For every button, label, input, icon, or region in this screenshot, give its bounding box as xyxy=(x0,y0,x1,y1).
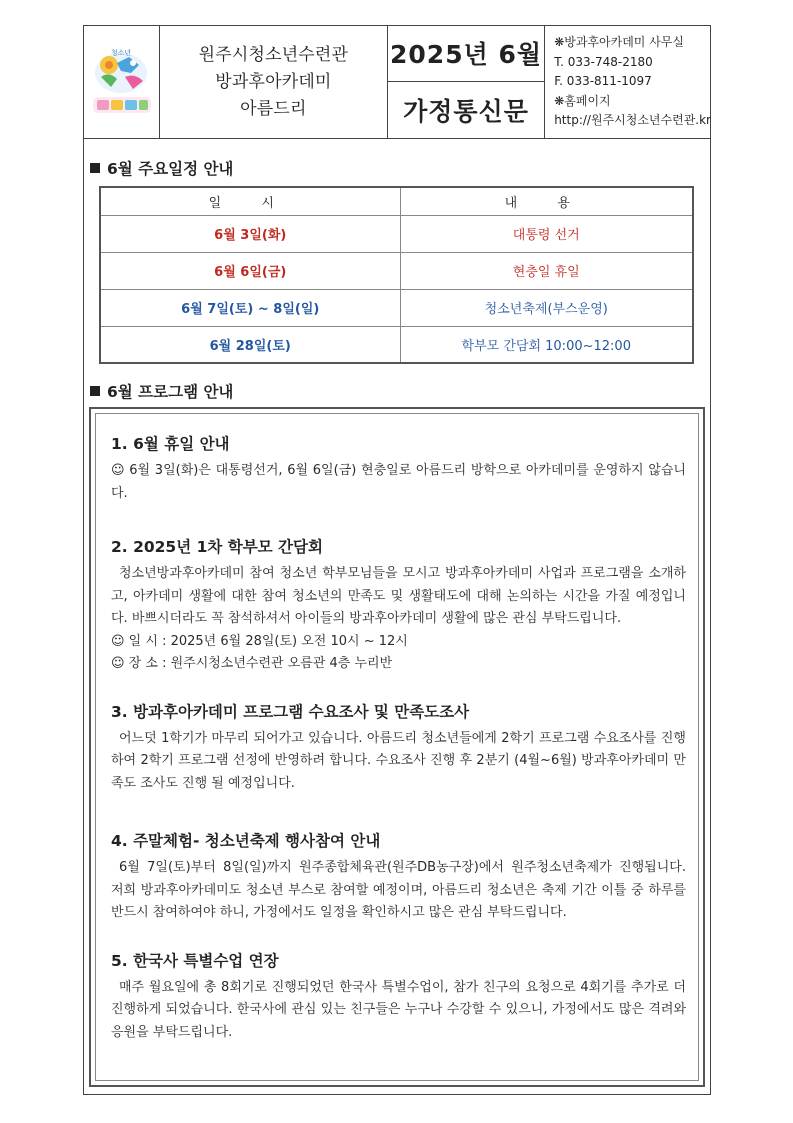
issue-date: 2025년 6월 xyxy=(388,25,544,82)
program-name: 방과후아카데미 xyxy=(215,71,332,92)
item-paragraph: 어느덧 1학기가 마무리 되어가고 있습니다. 아름드리 청소년들에게 2학기 프로그램 수요조사를 진행하여 2학기 프로그램 선정에 반영하려 합니다. 수요조사 진행 후 2분기 (4월~6월) 방과후아카데미 만족도 조사도 진행 될 예정입니다. xyxy=(111,730,686,791)
program-content xyxy=(95,413,699,1081)
item-paragraph: 청소년방과후아카데미 참여 청소년 학부모님들을 모시고 방과후아카데미 사업과 프로그램을 소개하고, 아카데미 생활에 대한 참여 청소년의 만족도 및 생활태도에 대해 논의하는 시간을 가질 예정입니다. 바쁘시더라도 꼭 참석하셔서 아이들의 방과후아카데미 생활에 많은 관심 부탁드립니다. xyxy=(111,566,686,626)
group-name: 아름드리 xyxy=(240,98,307,119)
office-label: ❋방과후아카데미 사무실 xyxy=(554,35,684,49)
phone-number: T. 033-748-2180 xyxy=(554,54,653,69)
program-heading-text: 6월 프로그램 안내 xyxy=(107,383,234,401)
program-item-survey xyxy=(111,700,686,796)
table-row xyxy=(100,289,693,326)
schedule-date: 6월 6일(금) xyxy=(100,252,400,289)
title-cell xyxy=(388,25,545,138)
program-item-festival xyxy=(111,829,686,925)
schedule-content: 학부모 간담회 10:00~12:00 xyxy=(400,326,693,363)
meeting-time: ☺ 일 시 : 2025년 6월 28일(토) 오전 10시 ~ 12시 xyxy=(111,633,408,649)
date-column-header: 일 시 xyxy=(100,187,400,215)
content-column-header: 내 용 xyxy=(400,187,693,215)
schedule-heading-text: 6월 주요일정 안내 xyxy=(107,160,234,178)
arumdeuri-logo xyxy=(87,43,155,121)
schedule-content: 현충일 휴일 xyxy=(400,252,693,289)
schedule-date: 6월 28일(토) xyxy=(100,326,400,363)
table-row xyxy=(100,326,693,363)
organization-name: 원주시청소년수련관 xyxy=(198,44,349,65)
item-title: 2. 2025년 1차 학부모 간담회 xyxy=(111,538,323,556)
table-row xyxy=(100,215,693,252)
item-paragraph: ☺ 6월 3일(화)은 대통령선거, 6월 6일(금) 현충일로 아름드리 방학으로 아카데미를 운영하지 않습니다. xyxy=(111,463,686,501)
schedule-heading xyxy=(90,157,233,179)
item-paragraph: 매주 월요일에 총 8회기로 진행되었던 한국사 특별수업이, 참가 친구의 요청으로 4회기를 추가로 더 진행하게 되었습니다. 한국사에 관심 있는 친구들은 누구나 수강할 수 있으니, 가정에서도 많은 격려와 응원을 부탁드립니다. xyxy=(111,979,686,1040)
program-heading xyxy=(90,380,233,402)
schedule-date: 6월 7일(토) ~ 8일(일) xyxy=(100,289,400,326)
schedule-content: 청소년축제(부스운영) xyxy=(400,289,693,326)
program-item-holiday xyxy=(111,432,686,505)
homepage-url[interactable]: http://원주시청소년수련관.kr xyxy=(554,113,711,127)
newsletter-header xyxy=(83,25,711,139)
contact-info xyxy=(545,25,711,138)
item-paragraph: 6월 7일(토)부터 8일(일)까지 원주종합체육관(원주DB농구장)에서 원주청소년축제가 진행됩니다. 저희 방과후아카데미도 청소년 부스로 참여할 예정이며, 아름드리 청소년은 축제 기간 이틀 중 하루를 반드시 참여하여야 하니, 가정에서도 일정을 확인하시고 많은 관심 부탁드립니다. xyxy=(111,860,686,920)
meeting-place: ☺ 장 소 : 원주시청소년수련관 오름관 4층 누리반 xyxy=(111,656,393,671)
program-item-parent-meeting xyxy=(111,535,686,676)
schedule-content: 대통령 선거 xyxy=(400,215,693,252)
logo-cell xyxy=(83,25,160,138)
fax-number: F. 033-811-1097 xyxy=(554,74,652,88)
table-header-row xyxy=(100,187,693,215)
item-title: 5. 한국사 특별수업 연장 xyxy=(111,951,279,970)
item-title: 4. 주말체험- 청소년축제 행사참여 안내 xyxy=(111,832,381,850)
table-row xyxy=(100,252,693,289)
item-title: 3. 방과후아카데미 프로그램 수요조사 및 만족도조사 xyxy=(111,702,470,721)
document-title: 가정통신문 xyxy=(403,97,529,126)
homepage-label: ❋홈페이지 xyxy=(554,93,611,108)
bullet-square-icon xyxy=(90,386,100,396)
schedule-table xyxy=(99,186,694,364)
program-box xyxy=(89,407,705,1087)
item-title: 1. 6월 휴일 안내 xyxy=(111,435,230,453)
svg-text:청소년: 청소년 xyxy=(110,48,132,57)
schedule-date: 6월 3일(화) xyxy=(100,215,400,252)
program-item-history-class xyxy=(111,949,686,1045)
organization-cell xyxy=(160,25,388,138)
bullet-square-icon xyxy=(90,163,100,173)
